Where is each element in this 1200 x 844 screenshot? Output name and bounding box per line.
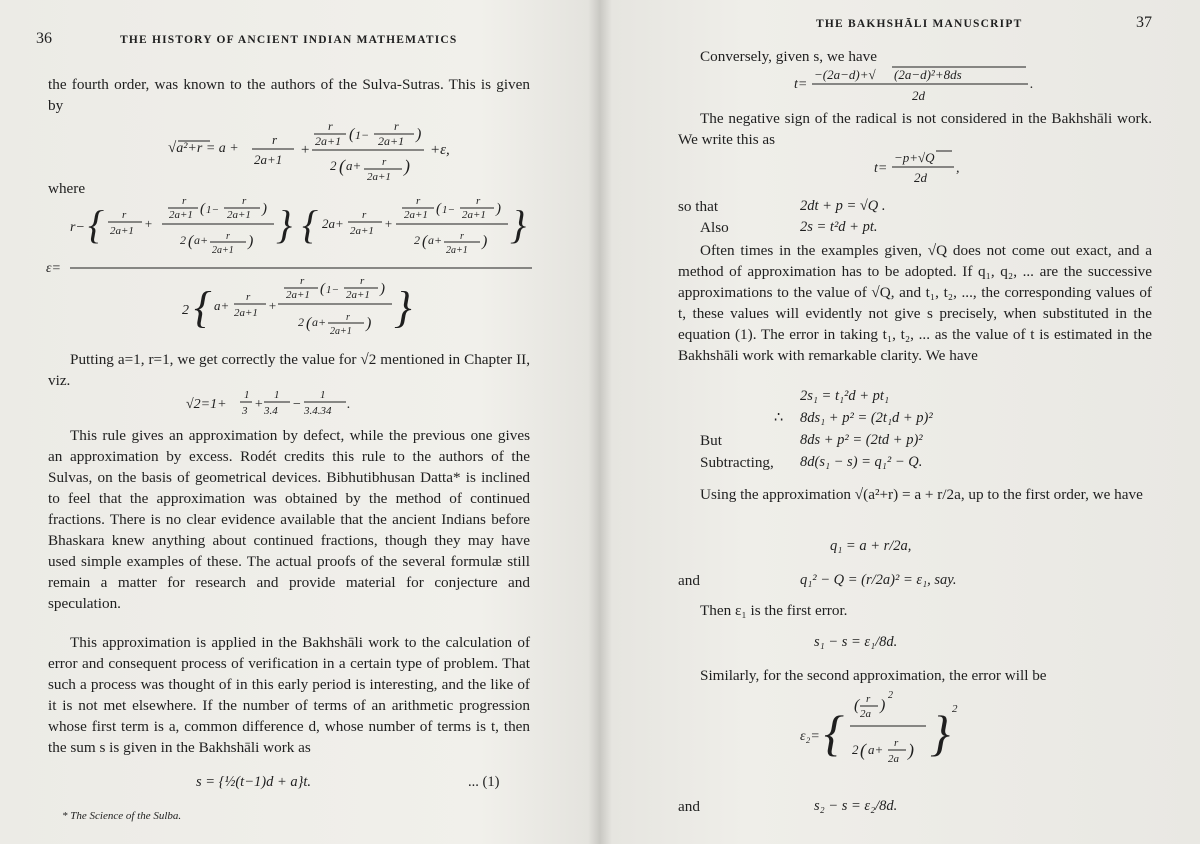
svg-text:2a+1: 2a+1 xyxy=(446,245,468,256)
therefore-symbol: ∴ xyxy=(774,410,784,426)
svg-text:r: r xyxy=(382,156,387,168)
svg-text:r: r xyxy=(416,195,421,207)
svg-text:2a+1: 2a+1 xyxy=(367,171,391,183)
so-that-formula: 2dt + p = √Q . xyxy=(800,198,886,214)
svg-text:r: r xyxy=(460,231,464,242)
svg-text:r: r xyxy=(242,195,247,207)
para-putting: Putting a=1, r=1, we get correctly the value for √2 mentioned in Chapter II, viz. xyxy=(48,351,530,389)
svg-text:(: ( xyxy=(200,201,205,217)
left-intro-text: the fourth order, was known to the authors of the Sulva-Sutras. This is given by xyxy=(48,76,530,114)
svg-text:(: ( xyxy=(854,697,860,714)
right-running-head: THE BAKHSHĀLI MANUSCRIPT xyxy=(816,18,1023,30)
svg-text:2a+1: 2a+1 xyxy=(404,209,428,221)
formula-t2 xyxy=(874,150,994,190)
svg-text:2: 2 xyxy=(180,233,186,247)
svg-text:): ) xyxy=(496,201,501,217)
formula-main xyxy=(168,112,488,192)
svg-text:r: r xyxy=(226,231,230,242)
right-page xyxy=(604,0,1200,844)
svg-text:2a+1: 2a+1 xyxy=(286,289,310,301)
svg-text:1−: 1− xyxy=(355,128,370,142)
svg-text:): ) xyxy=(482,233,488,250)
subtracting-label: Subtracting, xyxy=(700,454,774,471)
svg-text:): ) xyxy=(404,156,410,176)
svg-text:(: ( xyxy=(339,156,345,176)
svg-text:−p+√Q: −p+√Q xyxy=(894,150,935,165)
svg-text:3: 3 xyxy=(242,405,248,417)
svg-text:√a²+r = a +: √a²+r = a + xyxy=(168,140,239,156)
svg-text:(2a−d)²+8ds: (2a−d)²+8ds xyxy=(894,67,962,82)
svg-text:2a+1: 2a+1 xyxy=(234,307,258,319)
svg-text:(: ( xyxy=(422,233,428,250)
svg-text:2: 2 xyxy=(852,742,859,757)
eq-s2-minus-s: s₂ − s = ε₂/8d. xyxy=(814,798,898,814)
para-similarly: Similarly, for the second approximation, the error will be xyxy=(700,667,1047,684)
so-that-label: so that xyxy=(678,198,719,215)
svg-text:2: 2 xyxy=(888,690,893,701)
svg-text:}: } xyxy=(510,202,526,247)
but-label: But xyxy=(700,432,722,449)
formula-sqrt2 xyxy=(186,384,366,424)
svg-text:ε=: ε= xyxy=(46,261,61,276)
svg-text:(: ( xyxy=(436,201,441,217)
svg-text:r−: r− xyxy=(70,220,85,235)
svg-text:,: , xyxy=(956,161,960,176)
svg-text:): ) xyxy=(380,281,385,297)
svg-text:{: { xyxy=(194,283,212,332)
svg-text:): ) xyxy=(262,201,267,217)
eq-q1-squared: q₁² − Q = (r/2a)² = ε₁, say. xyxy=(800,572,957,588)
svg-text:2a+1: 2a+1 xyxy=(254,152,283,167)
svg-text:): ) xyxy=(366,315,372,332)
svg-text:(: ( xyxy=(188,233,194,250)
svg-text:a+: a+ xyxy=(194,233,209,247)
formula-sum: s = {½(t−1)d + a}t. xyxy=(196,774,312,790)
svg-text:r: r xyxy=(866,693,871,705)
svg-text:r: r xyxy=(362,209,367,221)
left-page-number: 36 xyxy=(36,30,52,47)
para-rule: This rule gives an approximation by defect, while the previous one gives an approximation by excess. Rodét credits this rule to the authors of the Sulvas, on the basis of geometrical devices. Bibhutibhusan Datta* is inclined to feel that the approximation was obtained by the method of continued fractions. There is no clear evidence available that the ancient Indians before Bhaskara knew anything about continued fractions, though they may have used simple examples of these. The actual proofs of the several formulæ still remain a matter for research and provide material for conjecture and speculation. xyxy=(48,427,530,612)
svg-text:r: r xyxy=(346,312,350,323)
svg-text:2a+1: 2a+1 xyxy=(315,134,342,148)
svg-text:r: r xyxy=(272,132,278,147)
svg-text:r: r xyxy=(394,119,399,133)
svg-text:2: 2 xyxy=(414,233,420,247)
svg-text:(: ( xyxy=(306,315,312,332)
svg-text:3.4: 3.4 xyxy=(264,405,278,417)
svg-text:3.4.34: 3.4.34 xyxy=(304,405,332,417)
svg-text:t=: t= xyxy=(794,77,808,92)
svg-text:}: } xyxy=(394,283,412,332)
svg-text:2a+1: 2a+1 xyxy=(462,209,486,221)
svg-text:2: 2 xyxy=(330,158,337,173)
svg-text:a+: a+ xyxy=(346,158,362,173)
svg-text:.: . xyxy=(347,397,351,412)
svg-text:t=: t= xyxy=(874,161,888,176)
svg-text:2a: 2a xyxy=(888,753,899,765)
svg-text:1: 1 xyxy=(320,389,326,401)
svg-text:): ) xyxy=(248,233,254,250)
svg-text:r: r xyxy=(476,195,481,207)
svg-text:2: 2 xyxy=(298,315,304,329)
svg-text:+ε,: +ε, xyxy=(430,142,450,158)
svg-text:2a+1: 2a+1 xyxy=(169,209,193,221)
svg-text:2a: 2a xyxy=(860,708,871,720)
formula-t1 xyxy=(794,64,1054,108)
svg-text:(: ( xyxy=(349,126,355,143)
svg-text:2a+1: 2a+1 xyxy=(346,289,370,301)
eq-2s1: 2s₁ = t₁²d + pt₁ xyxy=(800,388,889,404)
svg-text:+: + xyxy=(300,142,311,158)
para-using: Using the approximation √(a²+r) = a + r/2a, up to the first order, we have xyxy=(700,486,1143,503)
para-approx: This approximation is applied in the Bakhshāli work to the calculation of error and consequent process of verification in a certain type of problem. That such a process was thought of in this early period is interesting, and the like of it is not met elsewhere. If the number of terms of an arithmetic progression whose first term is a, common difference d, whose number of terms is t, then the sum s is given in the Bakhshāli work as xyxy=(48,634,530,756)
eq-sub: 8d(s₁ − s) = q₁² − Q. xyxy=(800,454,923,470)
eq-8ds: 8ds + p² = (2td + p)² xyxy=(800,432,923,448)
svg-text:2a+1: 2a+1 xyxy=(227,209,251,221)
svg-text:): ) xyxy=(908,740,914,760)
svg-text:a+: a+ xyxy=(312,315,327,329)
svg-text:1: 1 xyxy=(244,389,250,401)
svg-text:2a+1: 2a+1 xyxy=(378,134,405,148)
svg-text:r: r xyxy=(300,275,305,287)
svg-text:.: . xyxy=(1030,77,1034,92)
svg-text:r: r xyxy=(246,291,251,303)
svg-text:2: 2 xyxy=(952,703,958,715)
svg-text:1−: 1− xyxy=(326,284,339,296)
and-label: and xyxy=(678,572,700,589)
svg-text:r: r xyxy=(122,209,127,221)
svg-text:1−: 1− xyxy=(442,204,455,216)
eq-8ds1: 8ds₁ + p² = (2t₁d + p)² xyxy=(800,410,933,426)
svg-text:+: + xyxy=(144,216,153,231)
svg-text:+: + xyxy=(384,216,393,231)
conversely-text: Conversely, given s, we have xyxy=(700,48,877,65)
svg-text:2d: 2d xyxy=(912,88,925,103)
footnote: * The Science of the Sulba. xyxy=(62,810,182,822)
svg-text:a+: a+ xyxy=(214,298,230,313)
eq-q1: q₁ = a + r/2a, xyxy=(830,538,912,554)
svg-text:r: r xyxy=(894,737,899,749)
svg-text:−: − xyxy=(292,397,302,412)
formula-sum-number: ... (1) xyxy=(468,774,500,790)
svg-text:{: { xyxy=(824,705,844,761)
svg-text:2a+1: 2a+1 xyxy=(350,225,374,237)
svg-text:1−: 1− xyxy=(206,204,219,216)
svg-text:(: ( xyxy=(320,281,325,297)
left-page xyxy=(0,0,596,844)
svg-text:√2=1+: √2=1+ xyxy=(186,397,227,412)
right-page-number: 37 xyxy=(1136,14,1152,31)
svg-text:+: + xyxy=(254,397,264,412)
svg-text:a+: a+ xyxy=(868,742,884,757)
eq-s1-minus-s: s₁ − s = ε₁/8d. xyxy=(814,634,898,650)
svg-text:r: r xyxy=(328,119,333,133)
svg-text:(: ( xyxy=(860,740,866,760)
svg-text:2a+: 2a+ xyxy=(322,216,344,231)
svg-text:2a+1: 2a+1 xyxy=(330,326,352,337)
svg-text:2a+1: 2a+1 xyxy=(110,225,134,237)
then-text: Then ε₁ is the first error. xyxy=(700,602,848,619)
para-negative: The negative sign of the radical is not considered in the Bakhshāli work. We write this as xyxy=(678,110,1152,148)
svg-text:r: r xyxy=(182,195,187,207)
svg-text:ε₂=: ε₂= xyxy=(800,729,820,744)
svg-text:): ) xyxy=(880,697,886,714)
also-formula: 2s = t²d + pt. xyxy=(800,219,878,235)
and-label-2: and xyxy=(678,798,700,815)
svg-text:}: } xyxy=(930,705,950,761)
svg-text:}: } xyxy=(276,202,292,247)
left-running-head: THE HISTORY OF ANCIENT INDIAN MATHEMATICS xyxy=(120,34,458,46)
svg-text:r: r xyxy=(360,275,365,287)
svg-text:2a+1: 2a+1 xyxy=(212,245,234,256)
para-often: Often times in the examples given, √Q does not come out exact, and a method of approximation has to be adopted. If q₁, q₂, ... are the successive approximations to the value of √Q, and t₁, t₂, ..., the corresponding values of t, these values will evidently not give s precisely, when substituted in the equation (1). The error in taking t₁, t₂, ... as the value of t is estimated in the Bakhshāli work with remarkable clarity. We have xyxy=(678,242,1152,364)
svg-text:{: { xyxy=(88,202,104,247)
svg-text:): ) xyxy=(416,126,422,143)
svg-text:2d: 2d xyxy=(914,170,927,185)
formula-eps2 xyxy=(800,688,1000,788)
svg-text:a+: a+ xyxy=(428,233,443,247)
also-label: Also xyxy=(700,219,729,236)
where-label: where xyxy=(48,180,86,197)
svg-text:1: 1 xyxy=(274,389,280,401)
svg-text:−(2a−d)+√: −(2a−d)+√ xyxy=(814,67,876,82)
svg-text:+: + xyxy=(268,298,277,313)
svg-text:{: { xyxy=(302,202,318,247)
svg-text:2: 2 xyxy=(182,303,189,318)
